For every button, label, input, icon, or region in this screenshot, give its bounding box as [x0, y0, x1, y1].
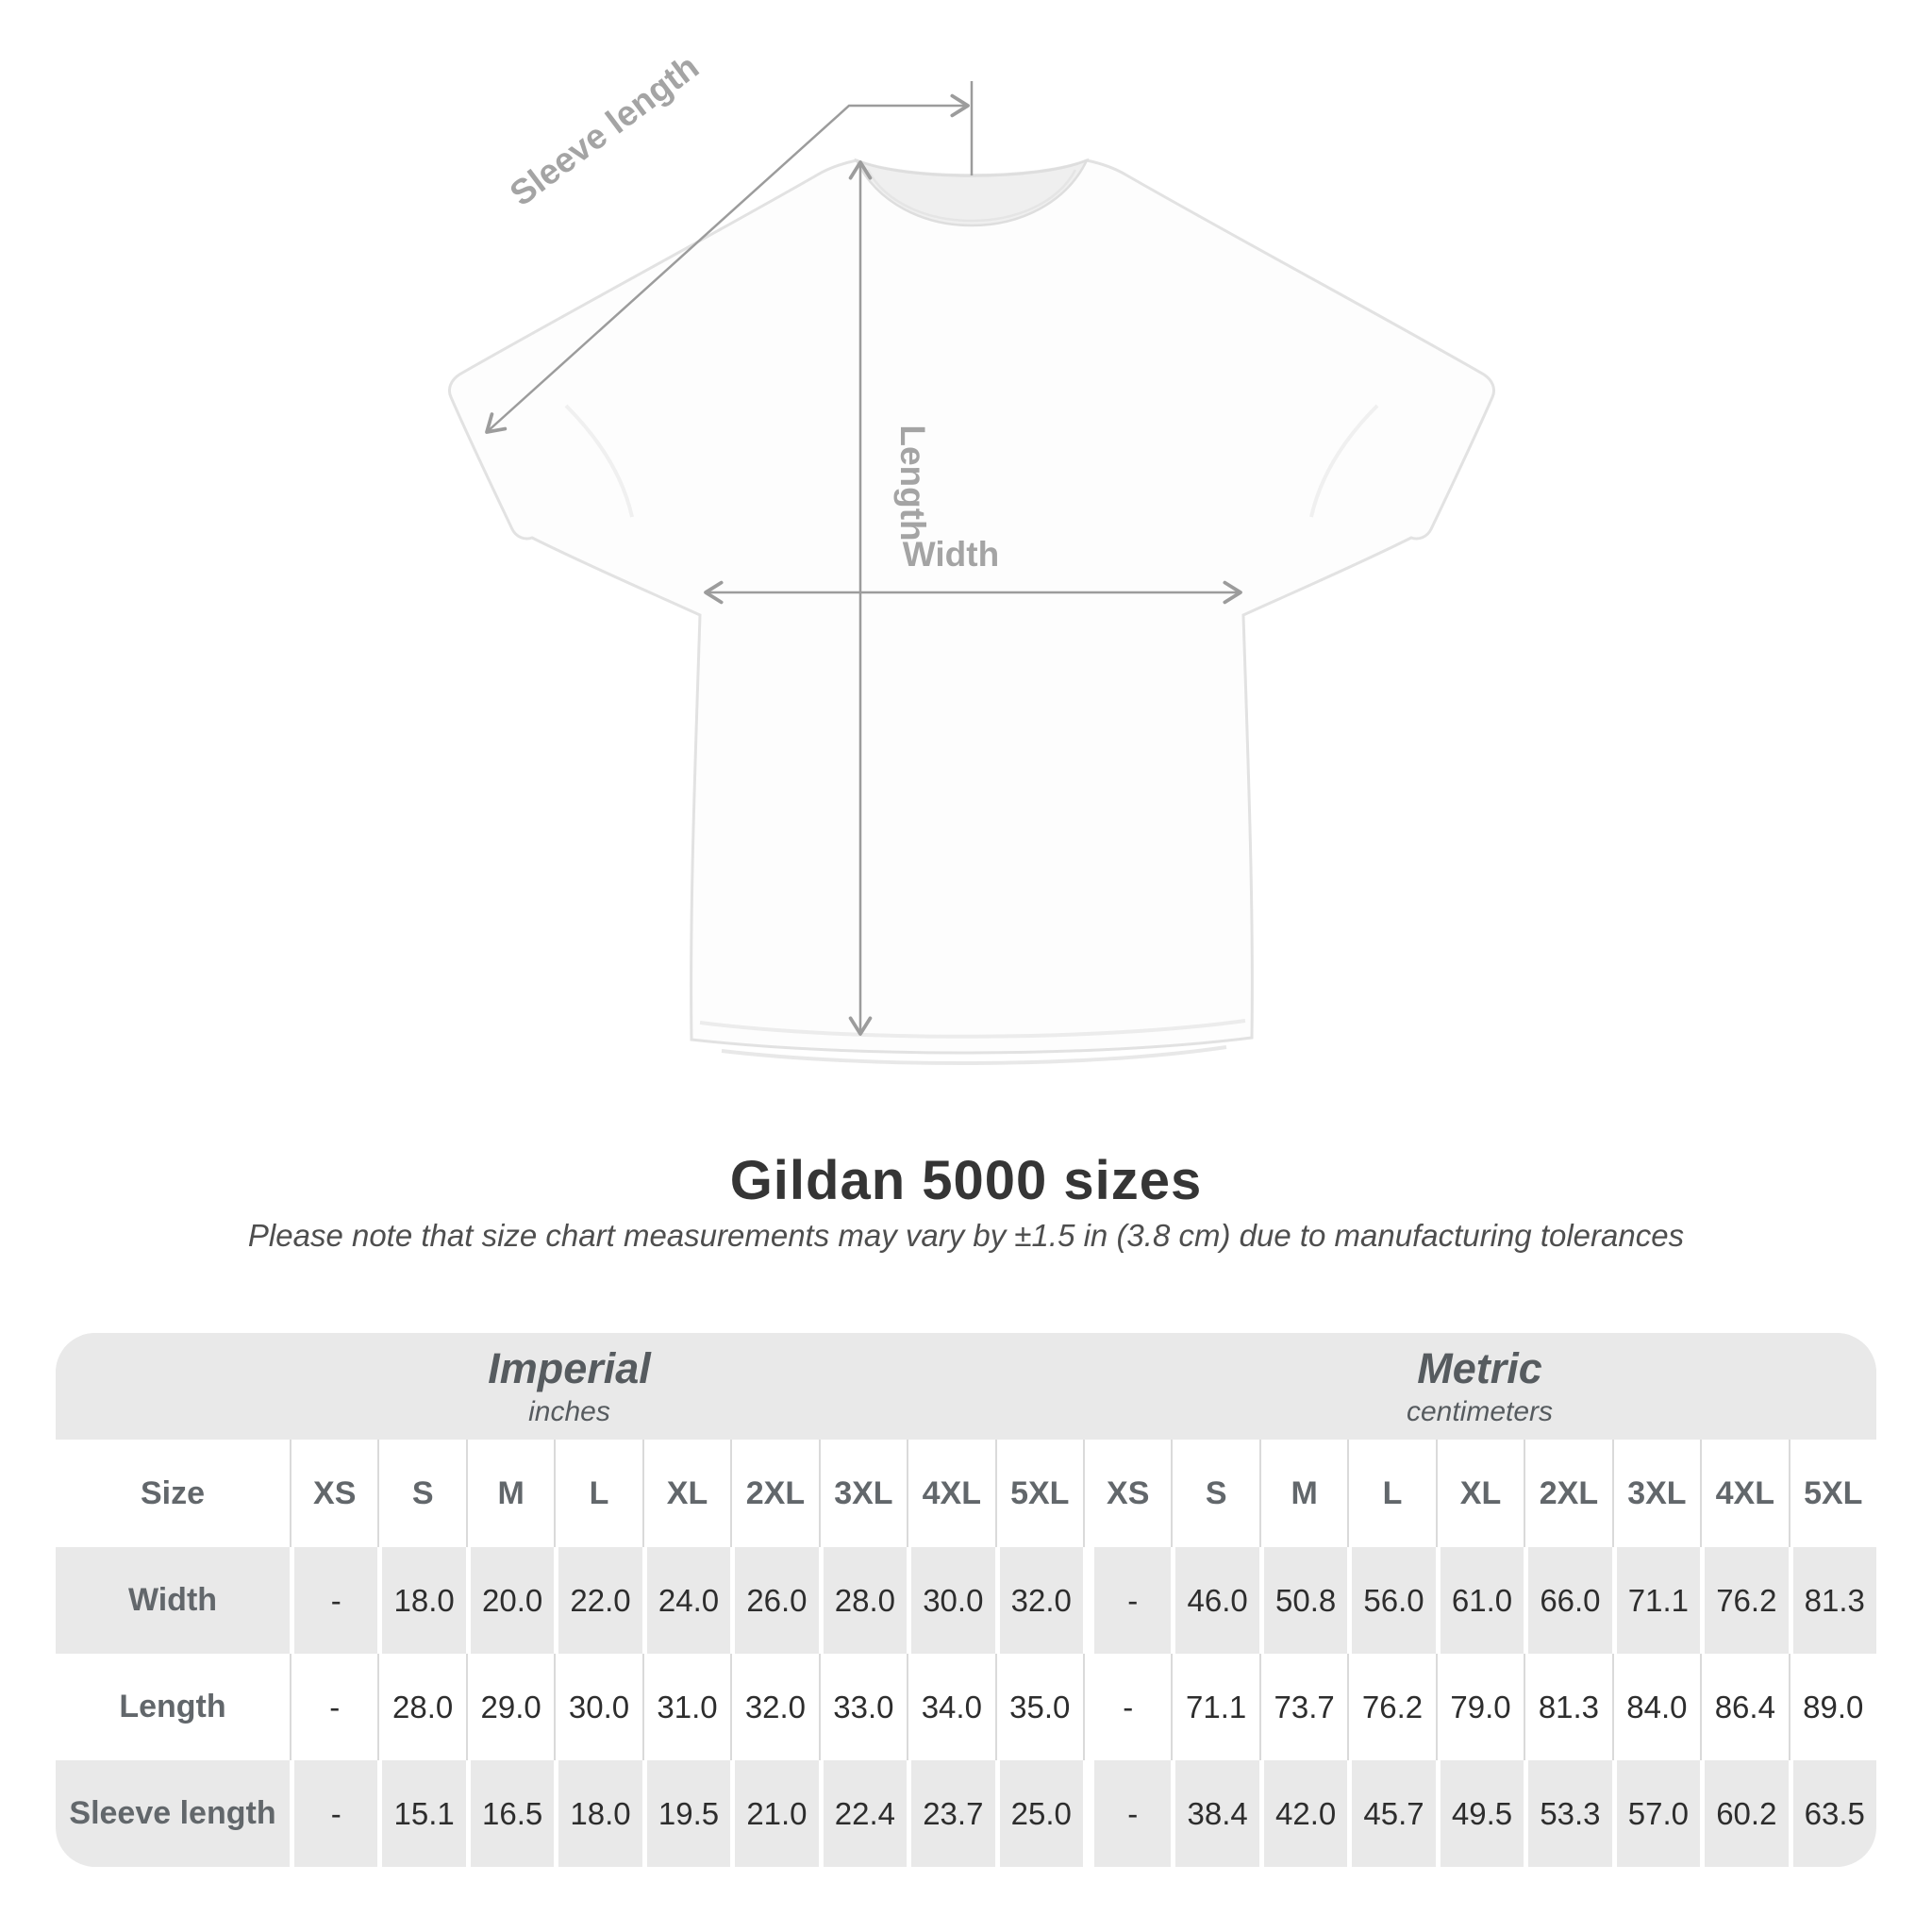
value-cell-metric: 57.0 — [1612, 1760, 1700, 1867]
size-col-metric-s: S — [1171, 1440, 1258, 1547]
size-col-metric-5xl: 5XL — [1789, 1440, 1876, 1547]
value-cell-imperial: 32.0 — [730, 1654, 818, 1760]
value-cell-metric: 42.0 — [1259, 1760, 1347, 1867]
size-col-metric-3xl: 3XL — [1612, 1440, 1700, 1547]
value-cell-imperial: 18.0 — [554, 1760, 641, 1867]
value-cell-metric: 79.0 — [1436, 1654, 1524, 1760]
value-cell-metric: 46.0 — [1171, 1547, 1258, 1654]
metric-unit-label: centimeters — [1406, 1395, 1554, 1427]
value-cell-metric: - — [1083, 1760, 1171, 1867]
value-cell-metric: 81.3 — [1524, 1654, 1611, 1760]
size-col-imperial-xs: XS — [290, 1440, 377, 1547]
size-col-metric-xs: XS — [1083, 1440, 1171, 1547]
size-col-imperial-2xl: 2XL — [730, 1440, 818, 1547]
size-col-imperial-5xl: 5XL — [995, 1440, 1083, 1547]
size-col-metric-4xl: 4XL — [1700, 1440, 1788, 1547]
value-cell-metric: 76.2 — [1700, 1547, 1788, 1654]
measure-row-0 — [56, 1547, 1876, 1654]
value-cell-imperial: - — [290, 1547, 377, 1654]
size-col-imperial-l: L — [554, 1440, 641, 1547]
value-cell-imperial: 20.0 — [466, 1547, 554, 1654]
imperial-group-header — [56, 1333, 1083, 1440]
value-cell-metric: 84.0 — [1612, 1654, 1700, 1760]
value-cell-metric: 45.7 — [1347, 1760, 1435, 1867]
sleeve-length-dimension-label: Sleeve length — [502, 46, 707, 214]
measure-row-label: Width — [127, 1582, 218, 1618]
value-cell-imperial: 26.0 — [730, 1547, 818, 1654]
value-cell-metric: 81.3 — [1789, 1547, 1876, 1654]
imperial-unit-label: inches — [528, 1395, 610, 1427]
value-cell-imperial: 28.0 — [819, 1547, 907, 1654]
value-cell-imperial: 28.0 — [377, 1654, 465, 1760]
value-cell-imperial: 30.0 — [554, 1654, 641, 1760]
value-cell-imperial: 32.0 — [995, 1547, 1083, 1654]
length-dimension-label: Length — [893, 425, 932, 541]
size-col-imperial-4xl: 4XL — [907, 1440, 994, 1547]
size-col-imperial-m: M — [466, 1440, 554, 1547]
value-cell-imperial: 22.4 — [819, 1760, 907, 1867]
value-cell-metric: 71.1 — [1171, 1654, 1258, 1760]
metric-group-header — [1083, 1333, 1876, 1440]
measure-row-label: Length — [119, 1689, 226, 1724]
value-cell-imperial: 23.7 — [907, 1760, 994, 1867]
value-cell-imperial: - — [290, 1760, 377, 1867]
size-col-imperial-xl: XL — [642, 1440, 730, 1547]
value-cell-metric: 89.0 — [1789, 1654, 1876, 1760]
tshirt-shape — [449, 160, 1493, 1063]
value-cell-imperial: 35.0 — [995, 1654, 1083, 1760]
value-cell-metric: 49.5 — [1436, 1760, 1524, 1867]
value-cell-imperial: 18.0 — [377, 1547, 465, 1654]
value-cell-metric: 66.0 — [1524, 1547, 1611, 1654]
value-cell-metric: 56.0 — [1347, 1547, 1435, 1654]
size-col-imperial-s: S — [377, 1440, 465, 1547]
value-cell-imperial: 15.1 — [377, 1760, 465, 1867]
value-cell-imperial: 19.5 — [642, 1760, 730, 1867]
value-cell-imperial: 22.0 — [554, 1547, 641, 1654]
size-header-label: Size — [140, 1474, 206, 1511]
value-cell-imperial: 25.0 — [995, 1760, 1083, 1867]
value-cell-metric: 38.4 — [1171, 1760, 1258, 1867]
size-col-metric-l: L — [1347, 1440, 1435, 1547]
measure-row-2 — [56, 1760, 1876, 1867]
value-cell-imperial: 16.5 — [466, 1760, 554, 1867]
size-col-metric-m: M — [1259, 1440, 1347, 1547]
value-cell-metric: 76.2 — [1347, 1654, 1435, 1760]
size-col-metric-xl: XL — [1436, 1440, 1524, 1547]
page-subtitle: Please note that size chart measurements may vary by ±1.5 in (3.8 cm) due to manufacturing tolerances — [247, 1218, 1685, 1253]
size-table — [56, 1333, 1876, 1867]
value-cell-metric: 86.4 — [1700, 1654, 1788, 1760]
value-cell-imperial: 31.0 — [642, 1654, 730, 1760]
value-cell-imperial: 24.0 — [642, 1547, 730, 1654]
metric-label: Metric — [1417, 1344, 1542, 1393]
value-cell-imperial: 21.0 — [730, 1760, 818, 1867]
value-cell-metric: 61.0 — [1436, 1547, 1524, 1654]
value-cell-metric: - — [1083, 1654, 1171, 1760]
imperial-label: Imperial — [488, 1344, 651, 1393]
value-cell-metric: 71.1 — [1612, 1547, 1700, 1654]
value-cell-metric: - — [1083, 1547, 1171, 1654]
page-title: Gildan 5000 sizes — [729, 1150, 1203, 1211]
measure-row-1 — [56, 1654, 1876, 1760]
width-dimension-label: Width — [902, 535, 1000, 574]
value-cell-imperial: 30.0 — [907, 1547, 994, 1654]
value-cell-metric: 63.5 — [1789, 1760, 1876, 1867]
value-cell-imperial: - — [290, 1654, 377, 1760]
value-cell-metric: 60.2 — [1700, 1760, 1788, 1867]
value-cell-imperial: 34.0 — [907, 1654, 994, 1760]
value-cell-metric: 53.3 — [1524, 1760, 1611, 1867]
size-col-metric-2xl: 2XL — [1524, 1440, 1611, 1547]
value-cell-imperial: 29.0 — [466, 1654, 554, 1760]
unit-group-row — [56, 1333, 1876, 1440]
value-cell-metric: 50.8 — [1259, 1547, 1347, 1654]
size-col-imperial-3xl: 3XL — [819, 1440, 907, 1547]
value-cell-metric: 73.7 — [1259, 1654, 1347, 1760]
value-cell-imperial: 33.0 — [819, 1654, 907, 1760]
size-header-row — [56, 1440, 1876, 1547]
measure-row-label: Sleeve length — [69, 1795, 276, 1831]
